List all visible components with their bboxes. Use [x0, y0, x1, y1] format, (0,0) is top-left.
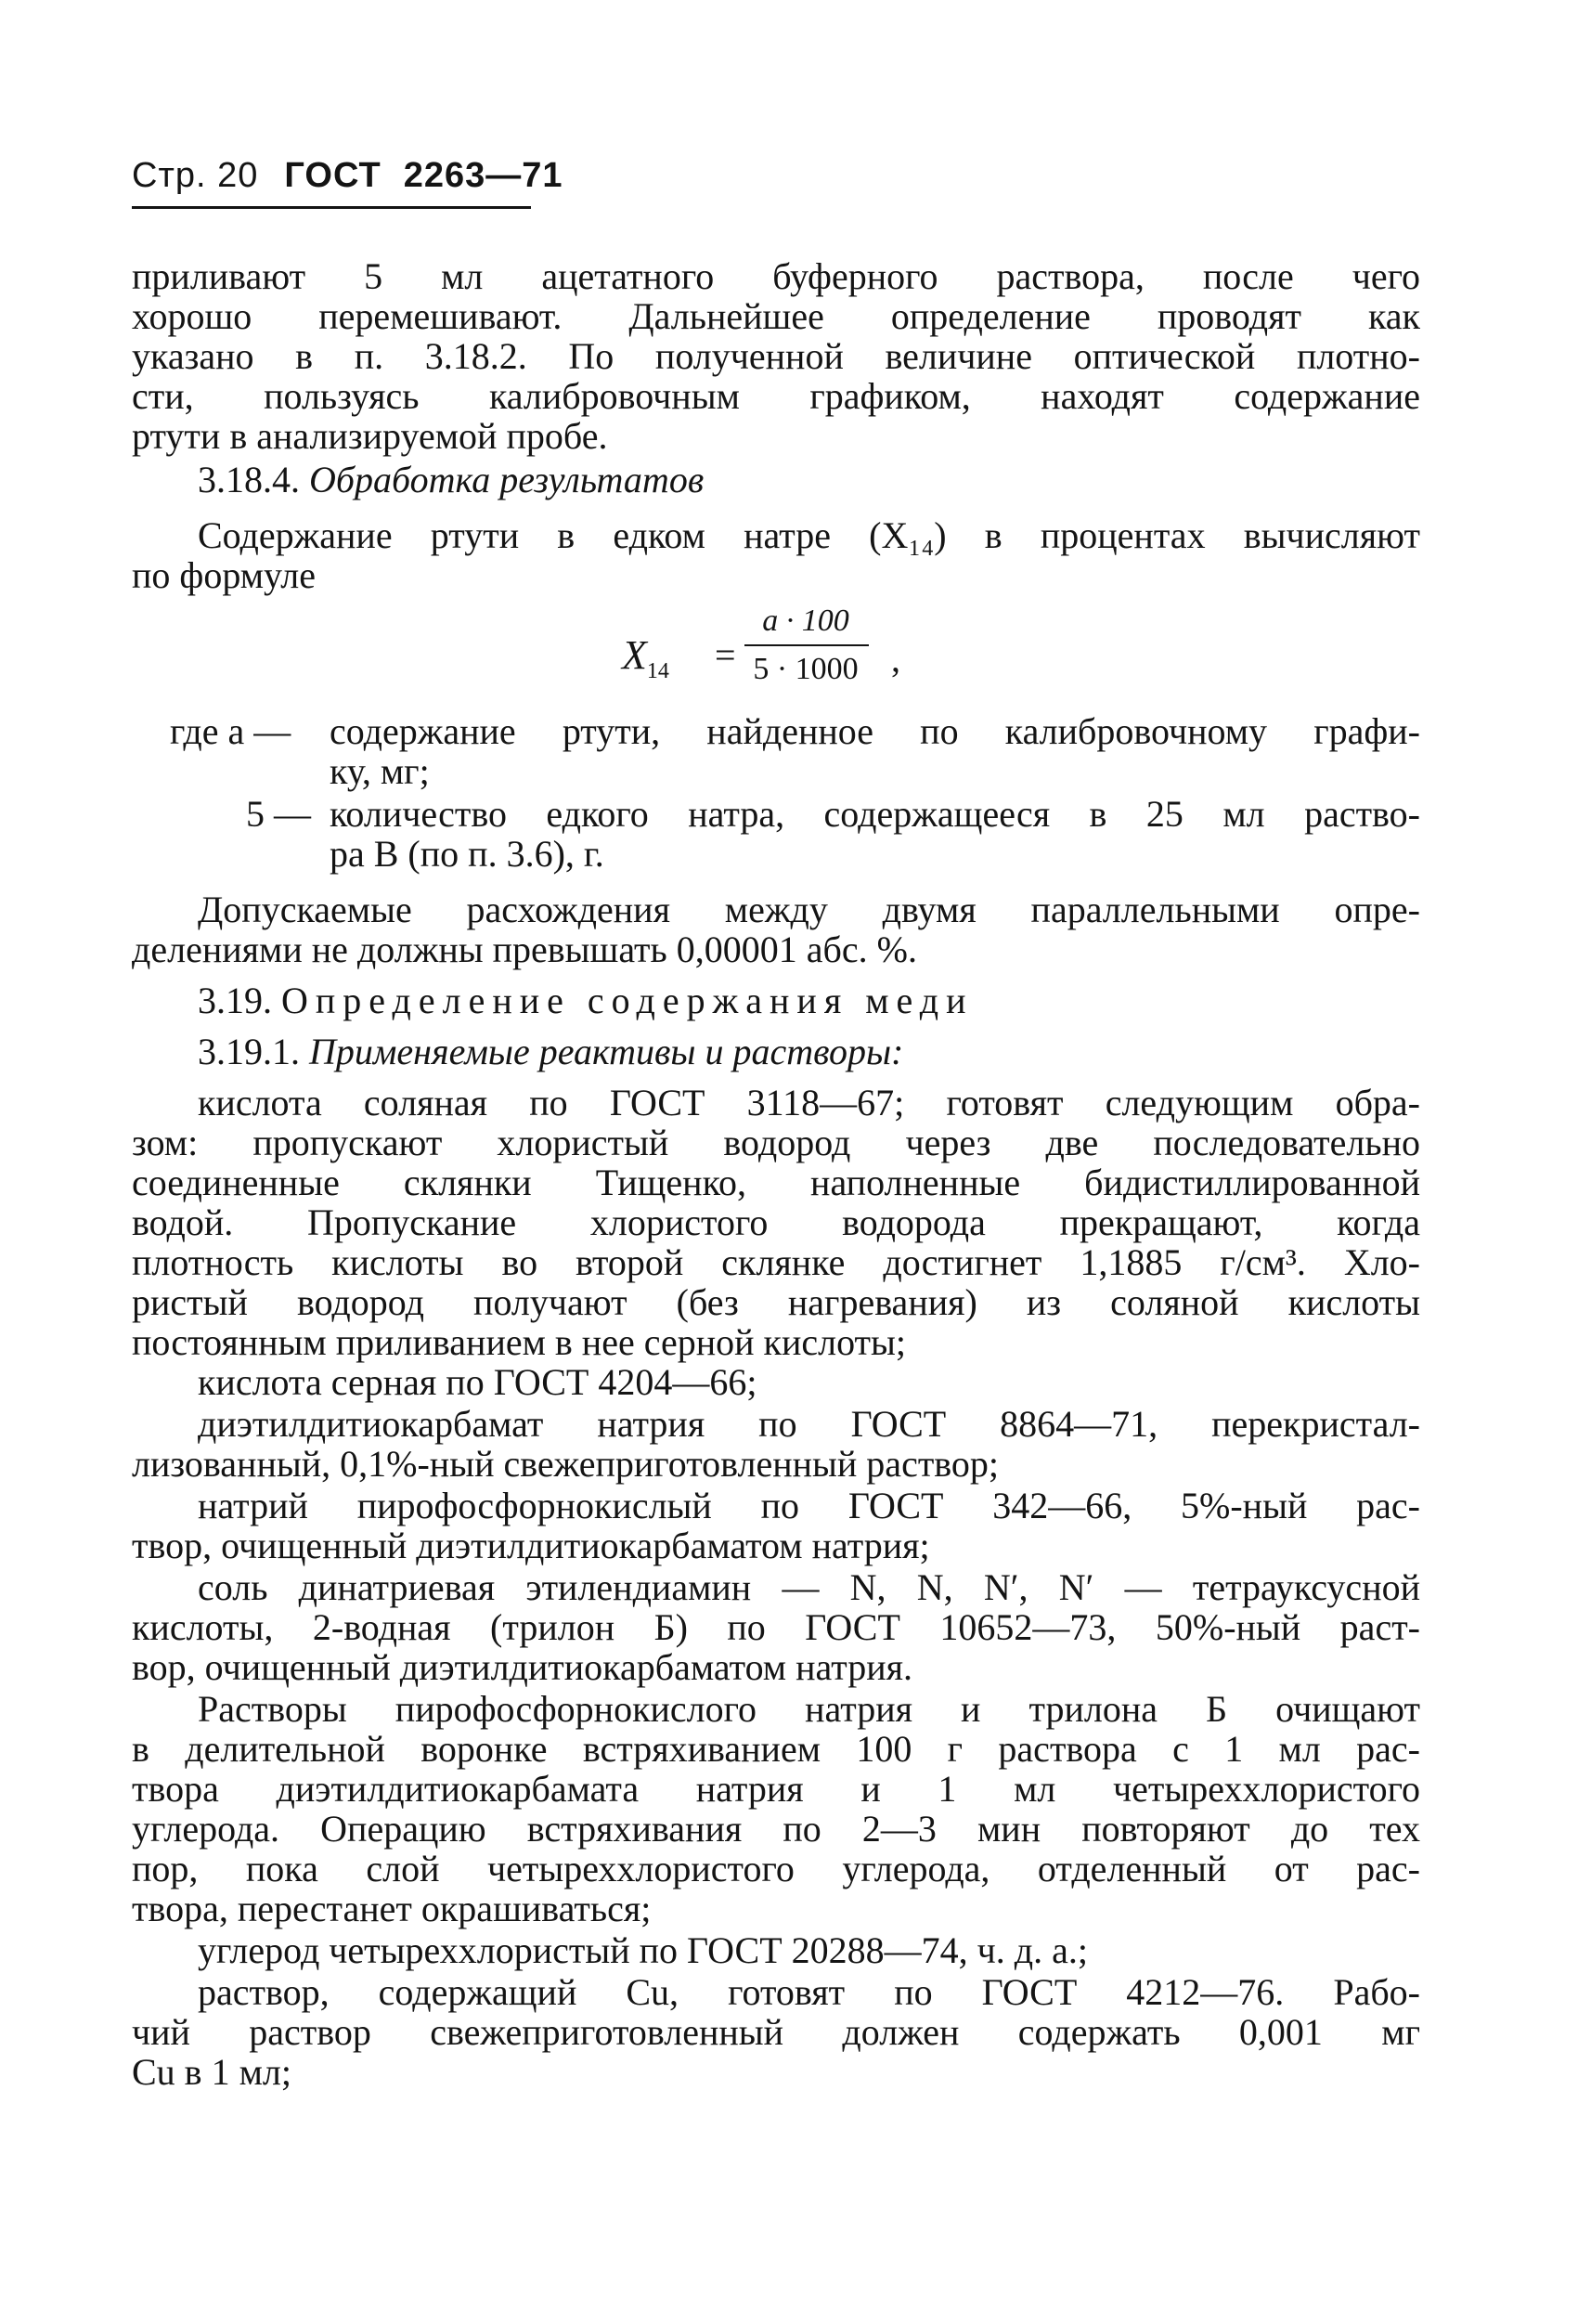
- text-line: плотность кислоты во второй склянке достигнет 1,1885 г/см³. Хло-: [132, 1241, 1420, 1283]
- section-heading: [198, 982, 974, 1019]
- section-number: 3.18.4.: [198, 459, 309, 500]
- text-line: углерод четыреххлористый по ГОСТ 20288—74, ч. д. а.;: [198, 1929, 1088, 1971]
- section-number: 3.19.1.: [198, 1031, 309, 1072]
- text-line: ртути в анализируемой пробе.: [132, 415, 608, 457]
- text-line: постоянным приливанием в нее серной кислоты;: [132, 1321, 907, 1363]
- text-line: соль динатриевая этилендиамин — N, N, N′, N′ — тетрауксусной: [198, 1566, 1420, 1608]
- text-line: пор, пока слой четыреххлористого углерода, отделенный от рас-: [132, 1848, 1420, 1889]
- fraction-bar: [744, 644, 869, 646]
- section-number: 3.19.: [198, 980, 281, 1021]
- text-line: твора, перестанет окрашиваться;: [132, 1888, 652, 1929]
- formula: [622, 604, 919, 696]
- section-heading: [198, 1033, 903, 1071]
- formula-lhs: $X_{14}$: [622, 632, 669, 683]
- where-definition: ку, мг;: [330, 750, 430, 792]
- where-definition: содержание ртути, найденное по калибровочному графи-: [330, 710, 1420, 752]
- text-line: сти, пользуясь калибровочным графиком, находят содержание: [132, 375, 1420, 417]
- text-line: хорошо перемешивают. Дальнейшее определение проводят как: [132, 295, 1420, 337]
- text-line: кислота соляная по ГОСТ 3118—67; готовят следующим обра-: [198, 1082, 1420, 1123]
- page-header: [132, 156, 563, 196]
- text-line: делениями не должны превышать 0,00001 абс. %.: [132, 928, 917, 970]
- text-line: кислота серная по ГОСТ 4204—66;: [198, 1361, 757, 1403]
- gost-label: ГОСТ: [284, 156, 382, 195]
- where-label: 5 —: [246, 793, 311, 835]
- section-title: Применяемые реактивы и растворы:: [309, 1031, 904, 1072]
- text-line: в делительной воронке встряхиванием 100 г раствора с 1 мл рас-: [132, 1728, 1420, 1770]
- text-line: чий раствор свежеприготовленный должен содержать 0,001 мг: [132, 2011, 1420, 2053]
- section-title: Определение содержания меди: [281, 980, 974, 1021]
- where-definition: ра B (по п. 3.6), г.: [330, 833, 604, 875]
- text-line: лизованный, 0,1%-ный свежеприготовленный раствор;: [132, 1443, 1000, 1485]
- text-line: указано в п. 3.18.2. По полученной величине оптической плотно-: [132, 335, 1420, 377]
- where-label: где a —: [170, 710, 291, 752]
- text-line: соединенные склянки Тищенко, наполненные бидистиллированной: [132, 1162, 1420, 1203]
- text-line: зом: пропускают хлористый водород через две последовательно: [132, 1122, 1420, 1163]
- text-line: вор, очищенный диэтилдитиокарбаматом натрия.: [132, 1646, 913, 1688]
- text-line: твора диэтилдитиокарбамата натрия и 1 мл четыреххлористого: [132, 1768, 1420, 1810]
- gost-number: 2263—71: [403, 156, 563, 195]
- text-line: углерода. Операцию встряхивания по 2—3 мин повторяют до тех: [132, 1808, 1420, 1850]
- text-line: ристый водород получают (без нагревания) из соляной кислоты: [132, 1281, 1420, 1323]
- text-line: твор, очищенный диэтилдитиокарбаматом натрия;: [132, 1525, 930, 1566]
- text-line: Растворы пирофосфорнокислого натрия и трилона Б очищают: [198, 1688, 1420, 1730]
- text-line: натрий пирофосфорнокислый по ГОСТ 342—66, 5%-ный рас-: [198, 1485, 1420, 1526]
- section-title: Обработка результатов: [309, 459, 705, 500]
- text-line: водой. Пропускание хлористого водорода прекращают, когда: [132, 1201, 1420, 1243]
- text-line: диэтилдитиокарбамат натрия по ГОСТ 8864—71, перекристал-: [198, 1403, 1420, 1445]
- text-line: Допускаемые расхождения между двумя параллельными опре-: [198, 889, 1420, 930]
- header-rule: [132, 206, 531, 209]
- text-line: приливают 5 мл ацетатного буферного раствора, после чего: [132, 255, 1420, 297]
- formula-comma: ,: [891, 638, 900, 680]
- page-number: Стр. 20: [132, 156, 259, 195]
- where-definition: количество едкого натра, содержащееся в 25 мл раство-: [330, 793, 1420, 835]
- formula-equals: =: [715, 634, 736, 676]
- text-line: Cu в 1 мл;: [132, 2051, 291, 2093]
- text-line: по формуле: [132, 554, 316, 596]
- text-line: Содержание ртути в едком натре (X₁₄) в процентах вычисляют: [198, 514, 1420, 556]
- text-line: раствор, содержащий Cu, готовят по ГОСТ 4212—76. Рабо-: [198, 1971, 1420, 2013]
- section-heading: [198, 461, 704, 499]
- text-line: кислоты, 2-водная (трилон Б) по ГОСТ 10652—73, 50%-ный раст-: [132, 1606, 1420, 1648]
- formula-numerator: a · 100: [762, 604, 849, 638]
- formula-denominator: 5 · 1000: [753, 652, 859, 686]
